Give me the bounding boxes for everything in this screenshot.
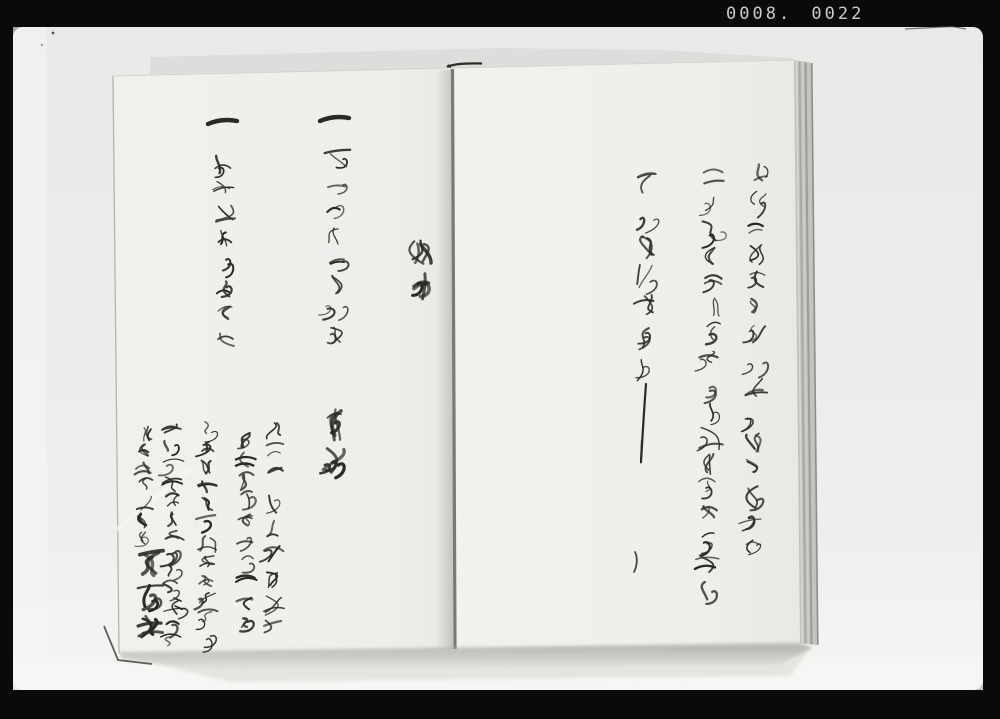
dust-speck — [41, 44, 43, 46]
mat-left-highlight — [13, 27, 47, 690]
dust-speck — [52, 32, 55, 35]
frame-counter: 0008. 0022 — [726, 4, 865, 24]
gutter-shading — [436, 70, 453, 649]
right-page — [454, 60, 800, 650]
